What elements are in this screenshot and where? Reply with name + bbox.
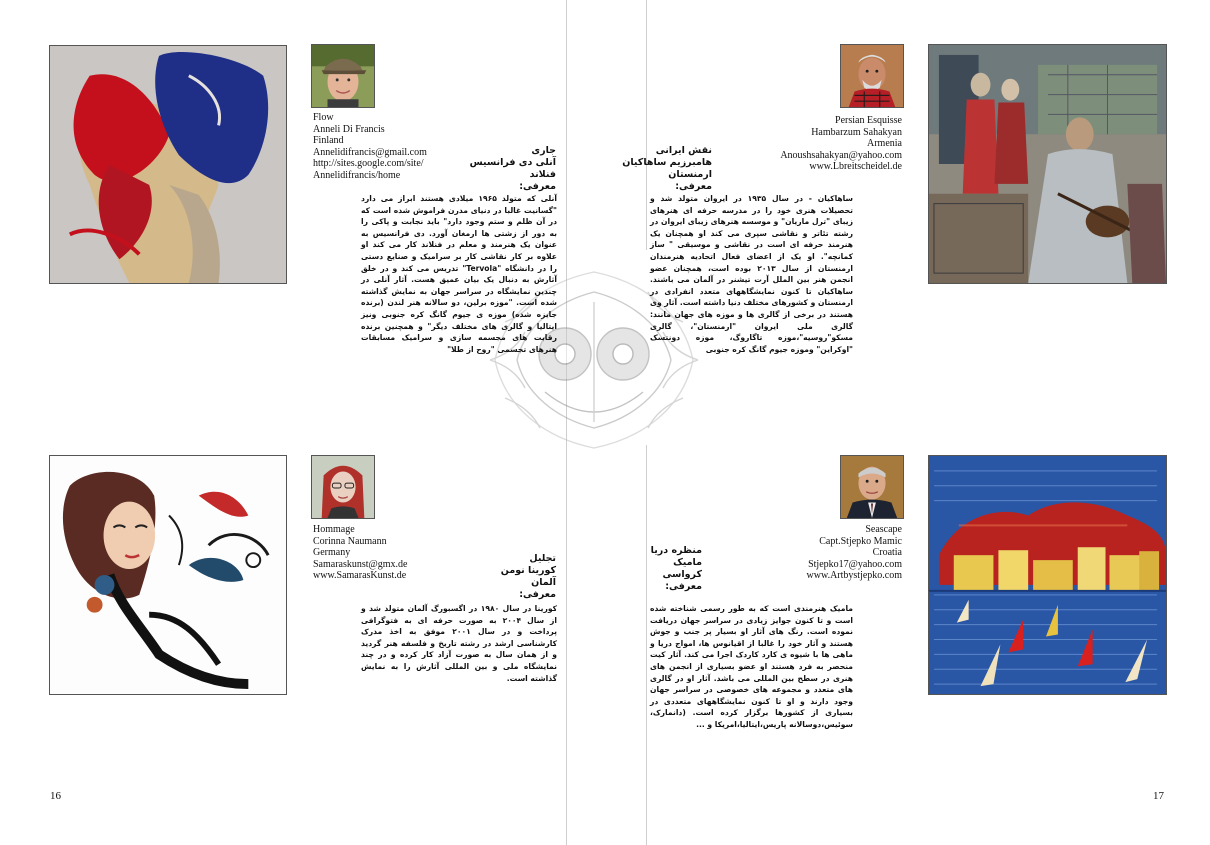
artist-country: Armenia	[867, 138, 902, 150]
artist-website[interactable]: www.Lbreitscheidel.de	[809, 161, 902, 173]
artist-name: Corinna Naumann	[313, 535, 387, 547]
artist-name-fa: آنلی دی فرانسیس	[469, 157, 556, 168]
gutter-line	[646, 0, 647, 250]
artwork-hommage	[49, 455, 287, 695]
artist-info-hambarzum	[770, 115, 902, 173]
artist-country: Finland	[313, 135, 344, 147]
artist-info-stjepko	[770, 524, 902, 582]
artist-website[interactable]: www.SamarasKunst.de	[313, 570, 407, 582]
artist-country: Germany	[313, 547, 351, 559]
artist-email[interactable]: Samaraskunst@gmx.de	[313, 558, 408, 570]
intro-label-fa: معرفی:	[519, 181, 556, 192]
artist-bio-stjepko: مامیک هنرمندی است که به طور رسمی شناخته شده است و تا کنون جوایز زیادی در سراسر جهان دریافت نموده است. رنگ های آثار او بسیار پر جنب و جوش هستند و آثار خود را غالبا از اقیانوس ها، امواج دریا و ماهی ها با شیوه ی کارد کاردک اجرا می کند. آثار کیت منحصر به فرد هستند او عضو بسیاری از انجمن های هنری در سطح بین المللی می باشد. آثار او در گالری های متعدد و مجموعه های خصوصی در سراسر جهان وجود دارند و او تا کنون نمایشگاههای متعددی در بسیاری از کشورها برگزار کرده است. (دانمارک، سوئیس،دوسالانه پاریس،ایتالیا،امریکا و ...	[650, 604, 853, 729]
intro-label-fa: معرفی:	[665, 581, 702, 592]
artist-website[interactable]: http://sites.google.com/site/	[313, 158, 424, 170]
intro-label-fa: معرفی:	[675, 181, 712, 192]
artist-name: Hambarzum Sahakyan	[811, 126, 902, 138]
portrait-stjepko	[840, 455, 904, 519]
artwork-persian-esquisse	[928, 44, 1167, 284]
artist-bio-anneli: آنلی که متولد ۱۹۶۵ میلادی هستند ابراز می دارد "گسانیت غالبا در دنیای مدرن فراموش شده است که در آن ظلم و ستم وجود دارد" باید نجابت و پاکی را به دور از زشتی ها ارمغان آورد. دی فرانسیس به عنوان یک هنرمند و معلم در فنلاند کار می کند او علاوه بر کار نقاشی کار بر سرامیک و صنایع دستی را در دانشگاه "Tervola" تدریس می کند و در خلق آثارش به دنبال یک بیان عمیق هست. آثار آنلی در چندین نمایشگاه در سراسر جهان به نمایش گذاشته شده است. "موزه برلین، دو سالانه هنر لندن (برنده جایزه شده) موزه ی جیوم گانگ کره جنوبی ونیز ایتالیا و گالری های مختلف دیگر" و همچنین برنده رقابت های مجسمه سازی و سرامیک مسابقات هنرهای تجسمی "روح از طلا"	[361, 194, 557, 354]
artist-name-fa: مامیک	[673, 557, 702, 568]
artist-email[interactable]: Annelidifrancis@gmail.com	[313, 146, 427, 158]
artist-name-fa: هامبرزیم ساهاکیان	[622, 157, 712, 168]
artwork-title: Flow	[313, 112, 334, 123]
artwork-title: Persian Esquisse	[835, 115, 902, 126]
portrait-corinna	[311, 455, 375, 519]
portrait-anneli	[311, 44, 375, 108]
artwork-title-fa: جاری	[531, 145, 556, 156]
portrait-hambarzum	[840, 44, 904, 108]
artist-bio-hambarzum: ساهاکیان - در سال ۱۹۳۵ در ایروان متولد شد و تحصیلات هنری خود را در مدرسه حرفه ای هنرهای زیبای "ترل ماریان" و موسسه هنرهای زیبای ایروان در رشته تئاتر و نقاشی سپری می کند او همچنان یک هنرمند حرفه ای است در نقاشی و موسیقی " ساز کمانچه". او یک از اعضای فعال اتحادیه هنرمندان ارمنستان از سال ۲۰۱۳ بوده است، همچنان عضو انجمن هنر بین الملل آرت تیشنر در آلمان می باشند. ساهاکیان تا کنون نمایشگاههای متعدد انفرادی در ارمنستان و کشورهای مختلف دنیا داشته است. آثار وی هستند در برخی از گالری ها و موزه های جهان مانند: گالری ملی ایروان "ارمنستان"، گالری مسکو"روسیه"،موزه تاگاروگ، موزه دونتسک "اوکراین" وموزه جیوم گانگ کره جنوبی	[650, 194, 853, 354]
artist-info-fa-anneli	[469, 145, 556, 193]
intro-label-fa: معرفی:	[519, 589, 556, 600]
gutter-line	[646, 445, 647, 845]
page-number-right: 17	[1153, 790, 1164, 802]
artist-country: Croatia	[872, 547, 902, 559]
artist-email[interactable]: Anoushsahakyan@yahoo.com	[780, 149, 902, 161]
artwork-title-fa: منظره دریا	[650, 545, 702, 556]
artist-website[interactable]: www.Artbystjepko.com	[806, 570, 902, 582]
artwork-title: Seascape	[865, 524, 902, 535]
artist-info-corinna	[313, 524, 407, 582]
artist-country-fa: کرواسی	[662, 569, 702, 580]
artwork-flow	[49, 45, 287, 284]
artist-info-fa-corinna	[476, 553, 556, 601]
artist-email[interactable]: Stjepko17@yahoo.com	[808, 558, 902, 570]
artist-name-fa: کورینا نومن	[500, 565, 556, 576]
artwork-seascape	[928, 455, 1167, 695]
artist-name: Anneli Di Francis	[313, 123, 385, 135]
artwork-title: Hommage	[313, 524, 355, 535]
artist-name: Capt.Stjepko Mamic	[819, 535, 902, 547]
page-number-left: 16	[50, 790, 61, 802]
artist-bio-corinna: کورینا در سال ۱۹۸۰ در اگسبورگ آلمان متولد شد و از سال ۲۰۰۴ به صورت حرفه ای به فتوگرافی پرداخت و در سال ۲۰۰۱ موفق به اخذ مدرک کارشناسی ارشد در رشته تاریخ و فلسفه هنر گردید و از همان سال به صورت آزاد کار کرده و در چند نمایشگاه ملی و بین المللی آثارش را به نمایش گذاشته است.	[361, 604, 558, 683]
artist-country-fa: ارمنستان	[668, 169, 712, 180]
artwork-title-fa: نقش ایرانی	[655, 145, 712, 156]
artist-info-fa-stjepko	[612, 545, 702, 593]
artist-info-anneli	[313, 112, 427, 182]
artist-info-fa-hambarzum	[622, 145, 712, 193]
artist-country-fa: فنلاند	[529, 169, 556, 180]
artist-country-fa: آلمان	[531, 577, 556, 588]
artwork-title-fa: تجلیل	[529, 553, 556, 564]
artist-website-cont[interactable]: Annelidifrancis/home	[313, 169, 401, 181]
